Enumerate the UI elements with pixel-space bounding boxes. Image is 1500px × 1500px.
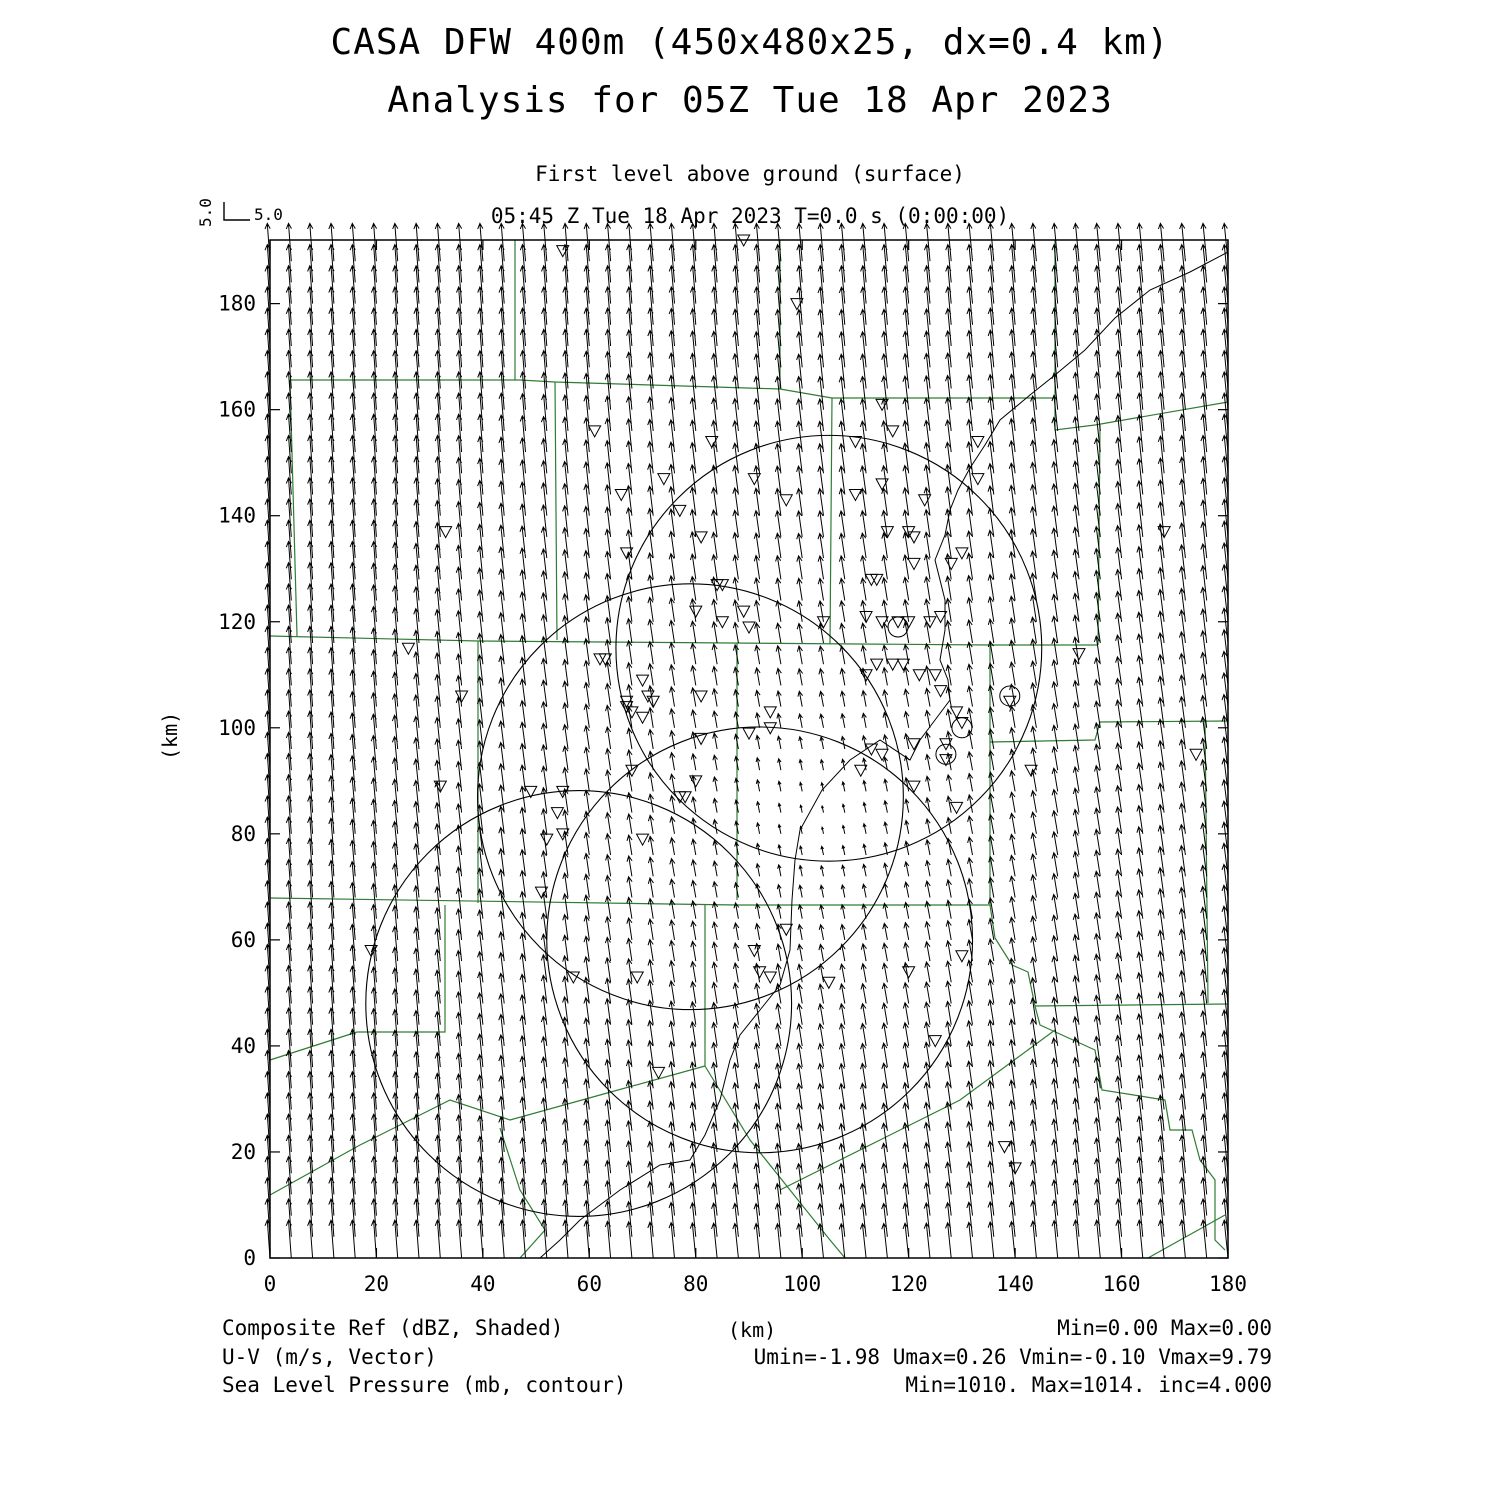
x-tick-label: 60: [576, 1272, 602, 1296]
radar-site-marker: [716, 617, 728, 628]
slp-contour: [616, 435, 1042, 861]
x-tick-label: 180: [1209, 1272, 1247, 1296]
radar-site-marker: [903, 967, 915, 978]
vector-scale-u-label: 5.0: [254, 205, 283, 224]
radar-site-marker: [903, 617, 915, 628]
radar-site-marker: [440, 527, 452, 538]
radar-site-marker: [823, 977, 835, 988]
level-label: First level above ground (surface): [535, 162, 965, 186]
y-tick-label: 140: [218, 503, 256, 528]
y-tick-label: 100: [218, 715, 256, 740]
y-tick-label: 160: [218, 397, 256, 422]
field2-stats: Umin=-1.98 Umax=0.26 Vmin=-0.10 Vmax=9.79: [753, 1345, 1272, 1369]
slp-contour: [478, 584, 904, 1010]
boundary-line: [990, 721, 1228, 742]
valid-time-label: 05:45 Z Tue 18 Apr 2023 T=0.0 s (0:00:00): [490, 204, 1010, 228]
radar-site-marker: [541, 834, 553, 845]
y-axis-label: (km): [158, 711, 182, 760]
x-tick-label: 100: [783, 1272, 822, 1296]
boundary-line: [270, 1066, 705, 1195]
x-tick-label: 140: [996, 1272, 1035, 1296]
radar-site-marker: [908, 781, 920, 792]
radar-site-marker: [637, 675, 649, 686]
field3-stats: Min=1010. Max=1014. inc=4.000: [905, 1373, 1272, 1397]
chart-subtitle: Analysis for 05Z Tue 18 Apr 2023: [387, 80, 1113, 121]
boundary-line: [990, 905, 1228, 1006]
radar-site-marker: [695, 691, 707, 702]
x-tick-label: 160: [1102, 1272, 1141, 1296]
radar-site-marker: [743, 728, 755, 739]
radar-site-marker: [956, 951, 968, 962]
y-tick-label: 0: [243, 1246, 256, 1270]
radar-site-marker: [764, 707, 776, 718]
radar-site-marker: [780, 495, 792, 506]
slp-contours: [366, 435, 1042, 1216]
field1-stats: Min=0.00 Max=0.00: [1057, 1316, 1272, 1340]
x-tick-label: 40: [470, 1272, 496, 1296]
radar-site-marker: [589, 426, 601, 437]
plot-frame: [270, 240, 1228, 1258]
radar-site-marker: [887, 426, 899, 437]
radar-site-marker: [972, 436, 984, 447]
county-boundaries: [270, 240, 1228, 1258]
field1-name: Composite Ref (dBZ, Shaded): [222, 1316, 564, 1340]
x-tick-label: 20: [363, 1272, 390, 1296]
x-tick-label: 120: [889, 1272, 928, 1296]
radar-site-marker: [402, 643, 414, 654]
radar-site-marker: [951, 802, 963, 813]
radar-site-marker: [929, 1036, 941, 1047]
y-tick-label: 80: [230, 821, 256, 846]
radar-site-marker: [1073, 649, 1085, 660]
vector-scale-glyph: [224, 202, 250, 220]
boundary-line: [500, 1128, 545, 1258]
radar-site-marker: [631, 972, 643, 983]
x-tick-label: 0: [263, 1272, 277, 1296]
radar-site-marker: [887, 659, 899, 670]
radar-site-marker: [637, 834, 649, 845]
radar-site-marker: [637, 712, 649, 723]
boundary-line: [270, 1032, 357, 1060]
radar-site-marker: [871, 659, 883, 670]
boundary-line: [1035, 1006, 1225, 1250]
radar-site-marker: [956, 548, 968, 559]
radar-site-marker: [972, 474, 984, 485]
radar-site-marker: [935, 686, 947, 697]
radar-site-marker: [951, 707, 963, 718]
radar-site-marker: [738, 606, 750, 617]
radar-site-marker: [690, 776, 702, 787]
radar-site-marker: [658, 474, 670, 485]
x-tick-label: 80: [683, 1272, 709, 1296]
radar-site-marker: [913, 670, 925, 681]
y-tick-label: 20: [230, 1139, 256, 1164]
radar-site-marker: [615, 490, 627, 501]
boundary-line: [357, 905, 445, 1032]
radar-site-marker: [674, 505, 686, 516]
radar-site-marker: [908, 558, 920, 569]
y-tick-label: 180: [218, 291, 256, 316]
vector-scale-v-label: 5.0: [196, 198, 215, 227]
chart-title: CASA DFW 400m (450x480x25, dx=0.4 km): [330, 22, 1170, 63]
y-tick-label: 60: [230, 927, 256, 952]
x-axis-label: (km): [728, 1318, 777, 1342]
radar-site-marker: [849, 490, 861, 501]
radar-site-marker: [764, 972, 776, 983]
radar-site-marker: [1190, 749, 1202, 760]
radar-site-marker: [897, 659, 909, 670]
radar-site-marker: [690, 606, 702, 617]
radar-site-marker: [998, 1142, 1010, 1153]
field3-name: Sea Level Pressure (mb, contour): [222, 1373, 627, 1397]
radar-site-marker: [695, 532, 707, 543]
boundary-line: [270, 636, 1098, 645]
radar-site-marker: [653, 1067, 665, 1078]
y-tick-label: 120: [218, 609, 256, 634]
radar-site-marker: [908, 532, 920, 543]
field2-name: U-V (m/s, Vector): [222, 1345, 437, 1369]
radar-site-marker: [743, 622, 755, 633]
radar-site-marker: [929, 670, 941, 681]
boundary-line: [555, 382, 557, 640]
radar-site-marker: [945, 558, 957, 569]
y-tick-label: 40: [230, 1033, 256, 1058]
radar-site-marker: [764, 723, 776, 734]
radar-site-marker: [551, 808, 563, 819]
slp-contour: [366, 791, 792, 1217]
